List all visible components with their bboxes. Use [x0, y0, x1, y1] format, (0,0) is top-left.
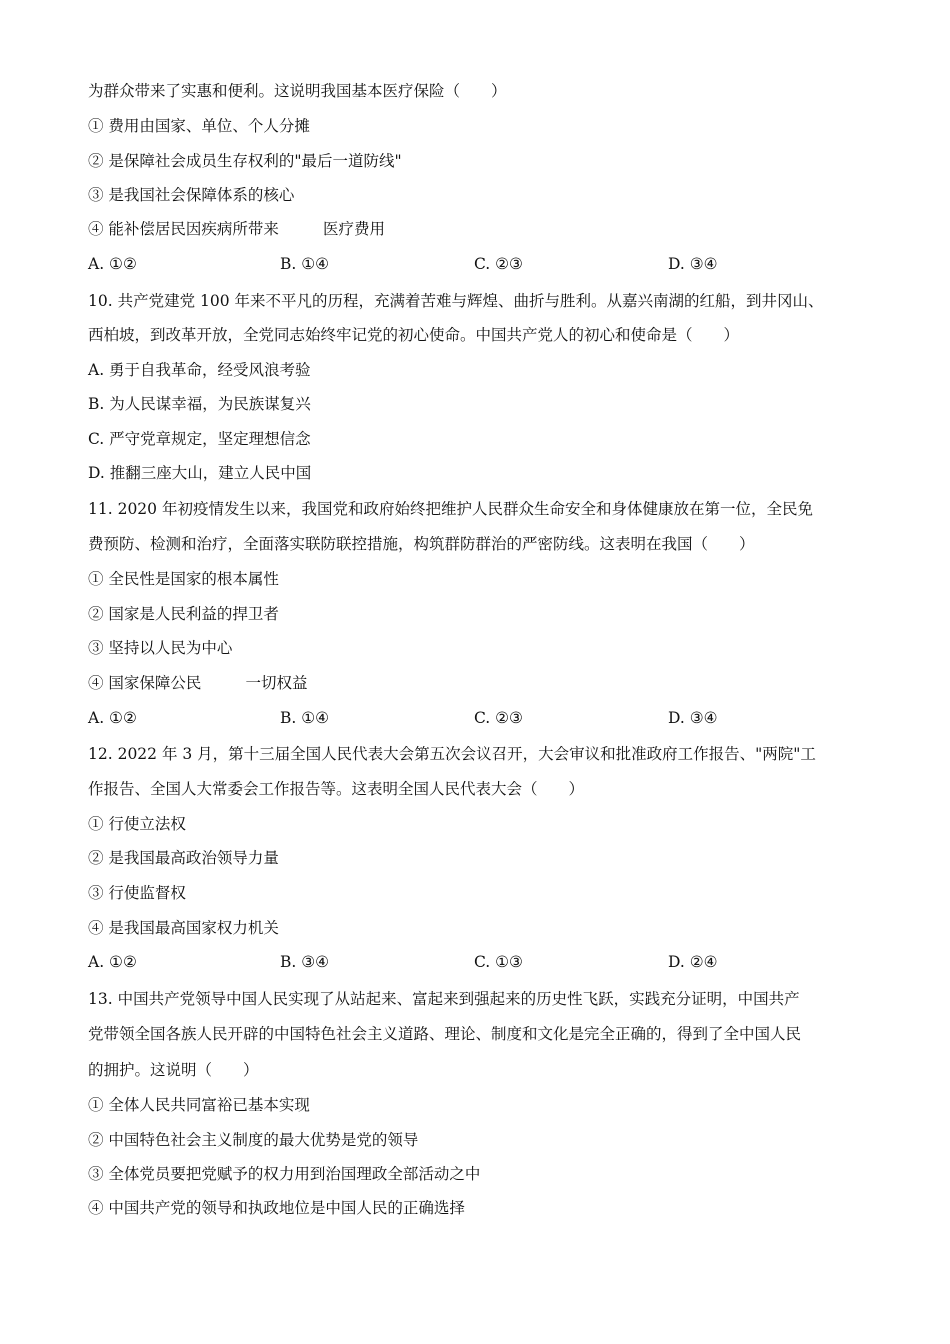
q10-option-a: A. 勇于自我革命，经受风浪考验 — [88, 361, 311, 379]
q12-item-2: ② 是我国最高政治领导力量 — [88, 849, 279, 867]
q11-item-1: ① 全民性是国家的根本属性 — [88, 570, 279, 588]
q9-item-1: ① 费用由国家、单位、个人分摊 — [88, 117, 310, 135]
q10-stem-line-2: 西柏坡，到改革开放，全党同志始终牢记党的初心使命。中国共产党人的初心和使命是（ ） — [88, 326, 740, 344]
q13-stem-line-3: 的拥护。这说明（ ） — [88, 1061, 259, 1079]
q11-item-2: ② 国家是人民利益的捍卫者 — [88, 605, 279, 623]
q11-stem-line-1: 11. 2020 年初疫情发生以来，我国党和政府始终把维护人民群众生命安全和身体健康放在第一位，全民免 — [88, 500, 813, 518]
q9-option-b: B. ①④ — [280, 255, 330, 273]
q12-option-a: A. ①② — [88, 953, 137, 971]
q9-item-4 — [88, 218, 870, 240]
q10-option-b: B. 为人民谋幸福，为民族谋复兴 — [88, 395, 311, 413]
q9-option-a: A. ①② — [88, 255, 137, 273]
q12-options — [88, 951, 868, 973]
q11-stem-line-2: 费预防、检测和治疗，全面落实联防联控措施，构筑群防群治的严密防线。这表明在我国（ ） — [88, 535, 755, 553]
q10-stem-line-1: 10. 共产党建党 100 年来不平凡的历程，充满着苦难与辉煌、曲折与胜利。从嘉兴南湖的红船，到井冈山、 — [88, 292, 824, 310]
q13-item-1: ① 全体人民共同富裕已基本实现 — [88, 1096, 310, 1114]
q13-item-2: ② 中国特色社会主义制度的最大优势是党的领导 — [88, 1131, 419, 1149]
q9-stem-tail: 为群众带来了实惠和便利。这说明我国基本医疗保险（ ） — [88, 82, 507, 100]
q11-item-4-part-2: 一切权益 — [245, 674, 308, 692]
q11-item-4 — [88, 672, 870, 694]
q11-options — [88, 707, 868, 729]
q9-item-4-part-2: 医疗费用 — [322, 220, 385, 238]
q13-item-3: ③ 全体党员要把党赋予的权力用到治国理政全部活动之中 — [88, 1165, 481, 1183]
q11-item-3: ③ 坚持以人民为中心 — [88, 639, 233, 657]
q11-option-d: D. ③④ — [668, 709, 718, 727]
q12-option-c: C. ①③ — [474, 953, 523, 971]
q9-option-d: D. ③④ — [668, 255, 718, 273]
q13-stem-line-2: 党带领全国各族人民开辟的中国特色社会主义道路、理论、制度和文化是完全正确的，得到了全中国人民 — [88, 1025, 802, 1043]
q12-option-d: D. ②④ — [668, 953, 718, 971]
q13-stem-line-1: 13. 中国共产党领导中国人民实现了从站起来、富起来到强起来的历史性飞跃，实践充分证明，中国共产 — [88, 990, 800, 1008]
q9-option-c: C. ②③ — [474, 255, 523, 273]
q12-item-1: ① 行使立法权 — [88, 815, 186, 833]
q9-item-4-part-1: ④ 能补偿居民因疾病所带来 — [88, 220, 279, 238]
q13-item-4: ④ 中国共产党的领导和执政地位是中国人民的正确选择 — [88, 1199, 465, 1217]
q12-item-4: ④ 是我国最高国家权力机关 — [88, 919, 279, 937]
q11-option-b: B. ①④ — [280, 709, 330, 727]
q12-stem-line-1: 12. 2022 年 3 月，第十三届全国人民代表大会第五次会议召开，大会审议和批准政府工作报告、"两院"工 — [88, 745, 816, 763]
q12-item-3: ③ 行使监督权 — [88, 884, 186, 902]
q11-option-a: A. ①② — [88, 709, 137, 727]
q9-item-3: ③ 是我国社会保障体系的核心 — [88, 186, 295, 204]
q12-stem-line-2: 作报告、全国人大常委会工作报告等。这表明全国人民代表大会（ ） — [88, 780, 585, 798]
q11-option-c: C. ②③ — [474, 709, 523, 727]
q10-option-c: C. 严守党章规定，坚定理想信念 — [88, 430, 311, 448]
q12-option-b: B. ③④ — [280, 953, 330, 971]
q9-options — [88, 253, 868, 275]
q10-option-d: D. 推翻三座大山，建立人民中国 — [88, 464, 312, 482]
q9-item-2: ② 是保障社会成员生存权利的"最后一道防线" — [88, 152, 402, 170]
q11-item-4-part-1: ④ 国家保障公民 — [88, 674, 202, 692]
